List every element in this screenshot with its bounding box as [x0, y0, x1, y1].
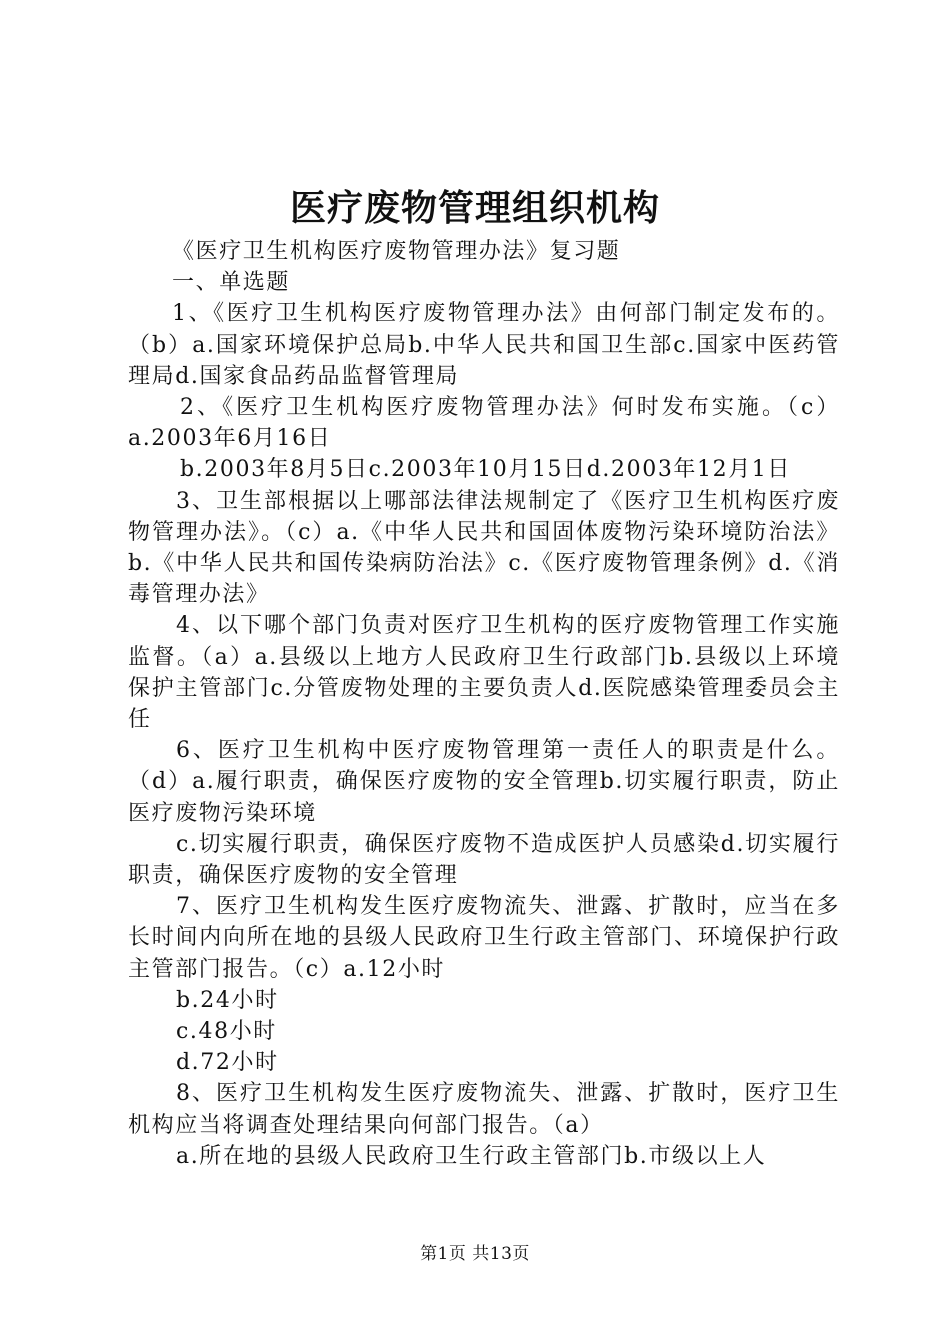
page-number-footer: 第1页 共13页 [420, 1244, 530, 1264]
paragraph-question-4: 4、以下哪个部门负责对医疗卫生机构的医疗废物管理工作实施监督。（a）a.县级以上地方人民政府卫生行政部门b.县级以上环境保护主管部门c.分管废物处理的主要负责人d.医院感染管理委员会主任 [128, 613, 840, 733]
paragraph-question-8: 8、医疗卫生机构发生医疗废物流失、泄露、扩散时，医疗卫生机构应当将调查处理结果向何部门报告。（a） [128, 1081, 840, 1138]
document-body [128, 236, 840, 1172]
paragraph-question-7-option-d: d.72小时 [176, 1050, 279, 1076]
paragraph-question-2-options: b.2003年8月5日c.2003年10月15日d.2003年12月1日 [180, 457, 792, 483]
paragraph-question-7-option-b: b.24小时 [176, 987, 279, 1013]
paragraph-question-6: 6、医疗卫生机构中医疗废物管理第一责任人的职责是什么。（d）a.履行职责，确保医疗废物的安全管理b.切实履行职责，防止医疗废物污染环境 [128, 738, 840, 826]
paragraph-question-1: 1、《医疗卫生机构医疗废物管理办法》由何部门制定发布的。（b）a.国家环境保护总局b.中华人民共和国卫生部c.国家中医药管理局d.国家食品药品监督管理局 [128, 301, 840, 389]
paragraph-question-8-options: a.所在地的县级人民政府卫生行政主管部门b.市级以上人 [176, 1143, 767, 1169]
paragraph-question-2: 2、《医疗卫生机构医疗废物管理办法》何时发布实施。（c）a.2003年6月16日 [128, 395, 840, 452]
paragraph-question-7: 7、医疗卫生机构发生医疗废物流失、泄露、扩散时，应当在多长时间内向所在地的县级人民政府卫生行政主管部门、环境保护行政主管部门报告。（c）a.12小时 [128, 894, 840, 982]
paragraph-question-7-option-c: c.48小时 [176, 1019, 277, 1045]
paragraph-section-heading: 一、单选题 [172, 270, 291, 296]
paragraph-exam-title: 《医疗卫生机构医疗废物管理办法》复习题 [172, 239, 621, 264]
paragraph-question-3: 3、卫生部根据以上哪部法律法规制定了《医疗卫生机构医疗废物管理办法》。（c）a.《中华人民共和国固体废物污染环境防治法》b.《中华人民共和国传染病防治法》c.《医疗废物管理条例》d.《消毒管理办法》 [128, 488, 840, 608]
document-title: 医疗废物管理组织机构 [289, 187, 660, 229]
paragraph-question-6-options: c.切实履行职责，确保医疗废物不造成医护人员感染d.切实履行职责，确保医疗废物的安全管理 [128, 831, 840, 889]
